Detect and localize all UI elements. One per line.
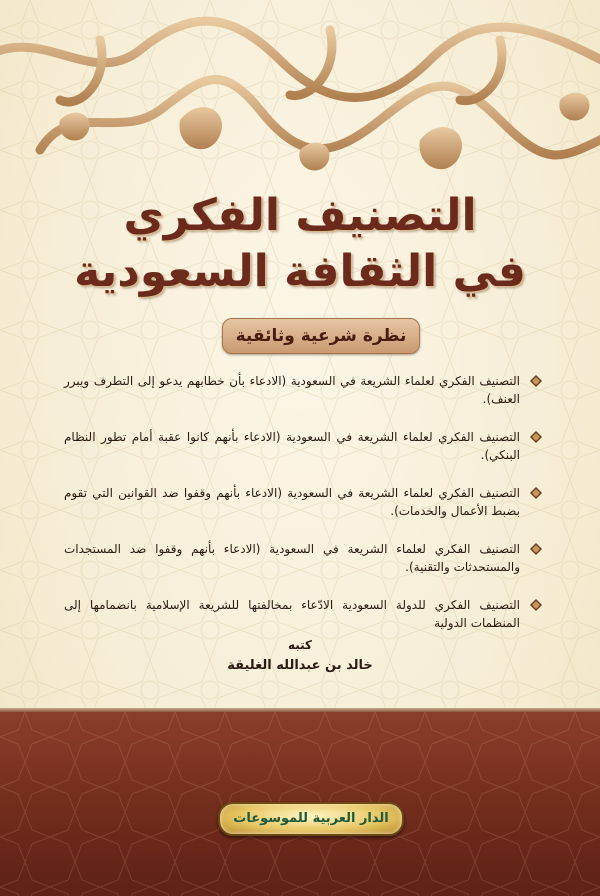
list-item bbox=[64, 428, 542, 464]
list-item-text: التصنيف الفكري لعلماء الشريعة في السعودية (الادعاء بأنهم وقفوا ضد القوانين التي تقوم بضبط الأعمال والخدمات). bbox=[64, 486, 520, 518]
topics-list bbox=[64, 372, 542, 652]
list-item-text: التصنيف الفكري لعلماء الشريعة في السعودية (الادعاء بأن خطابهم يدعو إلى التطرف ويبرر العنف). bbox=[64, 374, 520, 406]
list-item bbox=[64, 484, 542, 520]
author-label: كتبه bbox=[287, 638, 313, 652]
list-item bbox=[64, 372, 542, 408]
list-item-text: التصنيف الفكري للدولة السعودية الادّعاء بمخالفتها للشريعة الإسلامية بانضمامها إلى المنظمات الدولية bbox=[64, 598, 520, 630]
diamond-bullet-icon bbox=[530, 599, 542, 611]
list-item-text: التصنيف الفكري لعلماء الشريعة في السعودية (الادعاء بأنهم وقفوا ضد المستجدات والمستحدثات والتقنية). bbox=[64, 542, 520, 574]
diamond-bullet-icon bbox=[530, 431, 542, 443]
publisher-logo: الدار العربية للموسوعات bbox=[218, 802, 404, 836]
list-item bbox=[64, 540, 542, 576]
diamond-bullet-icon bbox=[530, 487, 542, 499]
author-name: خالد بن عبدالله الغليقة bbox=[227, 658, 373, 673]
subtitle-badge: نظرة شرعية وثائقية bbox=[222, 318, 420, 354]
list-item bbox=[64, 596, 542, 632]
diamond-bullet-icon bbox=[530, 375, 542, 387]
diamond-bullet-icon bbox=[530, 543, 542, 555]
book-title-line-1: التصنيف الفكري bbox=[123, 190, 477, 241]
list-item-text: التصنيف الفكري لعلماء الشريعة في السعودية (الادعاء بأنهم كانوا عقبة أمام تطور النظام البنكي). bbox=[64, 430, 520, 462]
arabesque-ornament bbox=[0, 0, 600, 200]
book-title-line-2: في الثقافة السعودية bbox=[74, 246, 526, 297]
